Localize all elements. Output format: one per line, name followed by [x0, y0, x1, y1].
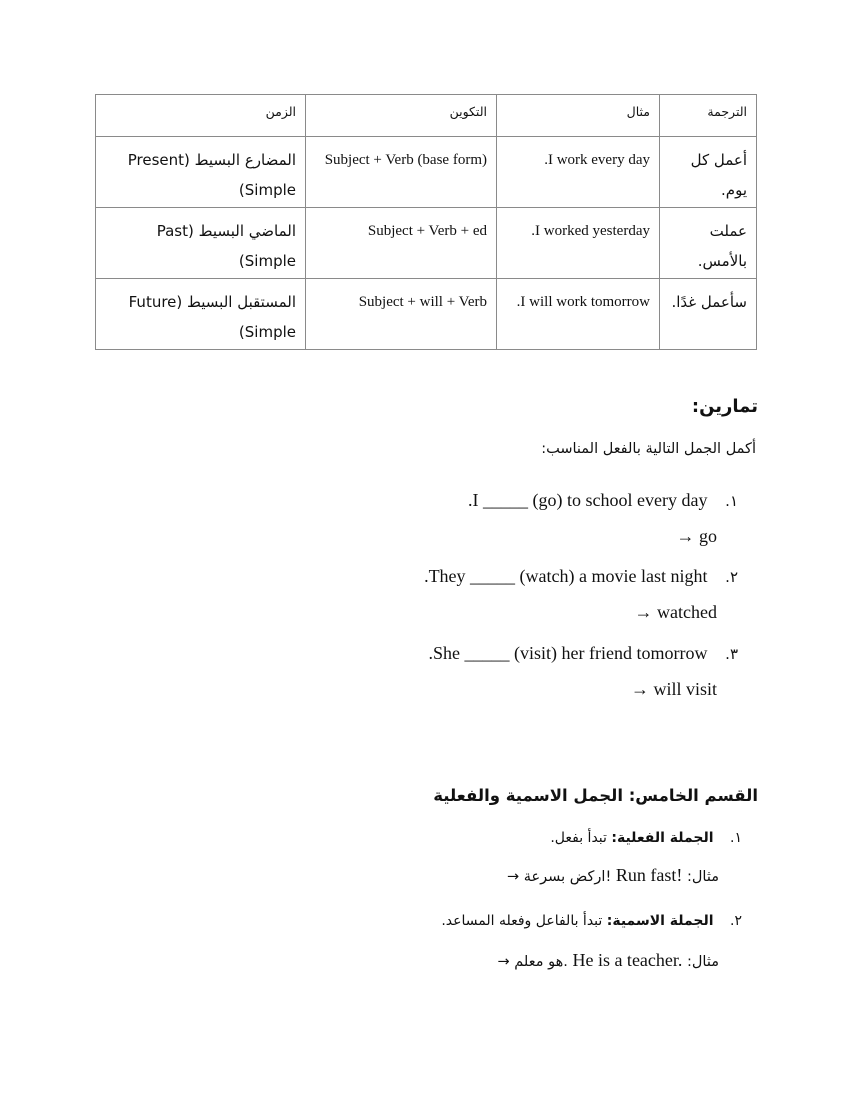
- cell-example: I will work tomorrow.: [497, 279, 660, 350]
- header-tense: الزمن: [96, 95, 306, 137]
- cell-formation: Subject + Verb + ed: [306, 208, 497, 279]
- table-row: [96, 208, 757, 279]
- exercise-sentence: She _____ (visit) her friend tomorrow.: [428, 643, 708, 663]
- item-term: الجملة الاسمية:: [606, 913, 714, 929]
- cell-formation: Subject + will + Verb: [306, 279, 497, 350]
- exercise-answer: → watched: [634, 602, 717, 622]
- cell-tense: المستقبل البسيط (Future Simple): [96, 279, 306, 350]
- cell-translation: سأعمل غدًا.: [660, 279, 757, 350]
- exercise-item: [424, 566, 738, 587]
- example-line: [498, 950, 720, 971]
- item-number: ١.: [730, 830, 742, 846]
- example-label: مثال:: [687, 869, 719, 885]
- tense-table: [95, 94, 757, 350]
- cell-example: I worked yesterday.: [497, 208, 660, 279]
- cell-example: I work every day.: [497, 137, 660, 208]
- cell-translation: عملت بالأمس.: [660, 208, 757, 279]
- table-row: [96, 137, 757, 208]
- list-item: [550, 830, 742, 846]
- exercise-sentence: They _____ (watch) a movie last night.: [424, 566, 708, 586]
- exercise-answer: → go: [676, 526, 717, 546]
- cell-tense: المضارع البسيط (Present Simple): [96, 137, 306, 208]
- example-line: [507, 865, 719, 886]
- example-arabic: → اركض بسرعة!: [506, 869, 612, 885]
- section-title: القسم الخامس: الجمل الاسمية والفعلية: [433, 786, 758, 805]
- exercises-instruction: أكمل الجمل التالية بالفعل المناسب:: [541, 441, 756, 457]
- exercise-number: ٣.: [725, 645, 738, 663]
- header-example: مثال: [497, 95, 660, 137]
- table-header-row: [96, 95, 757, 137]
- item-description: تبدأ بالفاعل وفعله المساعد.: [441, 913, 603, 929]
- cell-translation: أعمل كل يوم.: [660, 137, 757, 208]
- example-english: He is a teacher.: [572, 950, 683, 970]
- example-label: مثال:: [687, 954, 719, 970]
- cell-tense: الماضي البسيط (Past Simple): [96, 208, 306, 279]
- exercise-item: [468, 490, 738, 511]
- example-arabic: → هو معلم.: [497, 954, 568, 970]
- header-formation: التكوين: [306, 95, 497, 137]
- item-term: الجملة الفعلية:: [611, 830, 714, 846]
- item-number: ٢.: [730, 913, 742, 929]
- exercise-number: ١.: [725, 492, 738, 510]
- cell-formation: Subject + Verb (base form): [306, 137, 497, 208]
- table-row: [96, 279, 757, 350]
- exercise-number: ٢.: [725, 568, 738, 586]
- exercises-title: تمارين:: [691, 396, 758, 417]
- example-english: Run fast!: [615, 865, 683, 885]
- item-description: تبدأ بفعل.: [550, 830, 607, 846]
- exercise-answer: → will visit: [630, 679, 717, 699]
- list-item: [441, 913, 742, 929]
- exercise-item: [429, 643, 738, 664]
- header-translation: الترجمة: [660, 95, 757, 137]
- exercise-sentence: I _____ (go) to school every day.: [468, 490, 708, 510]
